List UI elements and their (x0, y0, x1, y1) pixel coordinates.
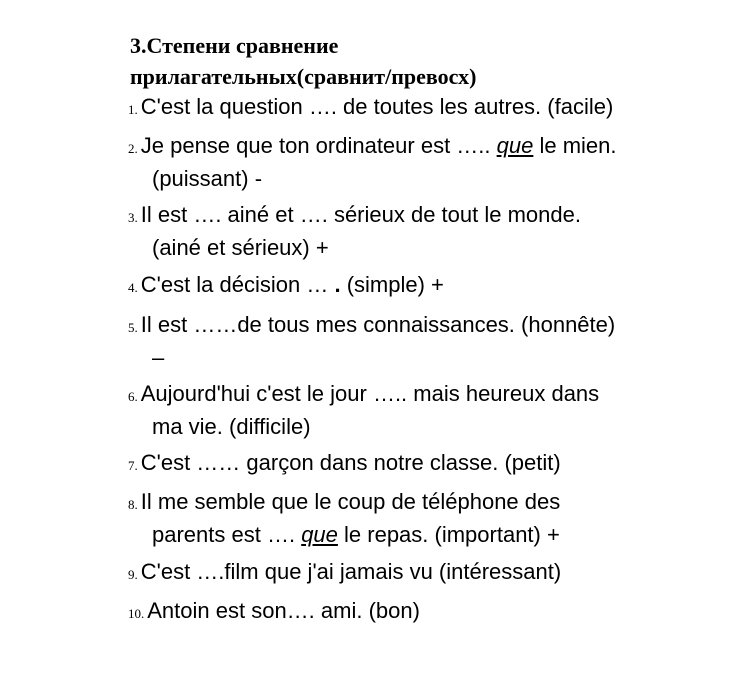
item-text: Il me semble que le coup de téléphone des (140, 489, 561, 514)
item-number: 9. (128, 567, 138, 582)
exercise-item-9 (128, 557, 718, 590)
item-number: 8. (128, 497, 138, 512)
item-continuation: ma vie. (difficile) (152, 414, 311, 439)
title-line-2: прилагательных(сравнит/превосх) (130, 64, 477, 89)
item-text: Il est ……de tous mes connaissances. (honnête) (140, 312, 616, 337)
exercise-item-6 (128, 379, 718, 442)
underlined-word: que (301, 522, 338, 547)
exercise-item-10 (128, 596, 718, 629)
exercise-title (130, 30, 690, 92)
item-text: Je pense que ton ordinateur est ….. (140, 133, 497, 158)
item-text: Aujourd'hui c'est le jour ….. mais heureux dans (140, 381, 600, 406)
item-text: C'est ….film que j'ai jamais vu (intéressant) (140, 559, 562, 584)
item-text: Antoin est son…. ami. (bon) (147, 598, 420, 623)
item-continuation: – (152, 345, 165, 370)
exercise-item-2 (128, 131, 718, 194)
exercise-item-8 (128, 487, 718, 550)
item-number: 7. (128, 458, 138, 473)
item-number: 4. (128, 280, 138, 295)
item-continuation: (ainé et sérieux) + (152, 235, 329, 260)
exercise-item-7 (128, 448, 718, 481)
item-text-start: parents est …. (152, 522, 302, 547)
exercise-item-5 (128, 310, 718, 373)
item-number: 3. (128, 210, 138, 225)
item-continuation: (puissant) - (152, 166, 263, 191)
item-number: 5. (128, 320, 138, 335)
item-text-end: le mien. (533, 133, 617, 158)
title-line-1: 3.Степени сравнение (130, 33, 339, 58)
item-text: C'est la question …. de toutes les autres. (facile) (140, 94, 614, 119)
bold-period: . (334, 272, 341, 297)
item-number: 6. (128, 389, 138, 404)
item-number: 2. (128, 141, 138, 156)
item-number: 10. (128, 606, 145, 621)
item-number: 1. (128, 102, 138, 117)
exercise-item-4 (128, 270, 718, 303)
item-text-end: le repas. (important) + (337, 522, 560, 547)
exercise-item-3 (128, 200, 718, 263)
item-text: C'est …… garçon dans notre classe. (petit) (140, 450, 561, 475)
item-text-end: (simple) + (340, 272, 444, 297)
item-text: C'est la décision … (140, 272, 335, 297)
item-continuation (128, 520, 718, 550)
exercise-item-1 (128, 92, 718, 125)
underlined-word: que (496, 133, 534, 158)
item-text: Il est …. ainé et …. sérieux de tout le monde. (140, 202, 581, 227)
